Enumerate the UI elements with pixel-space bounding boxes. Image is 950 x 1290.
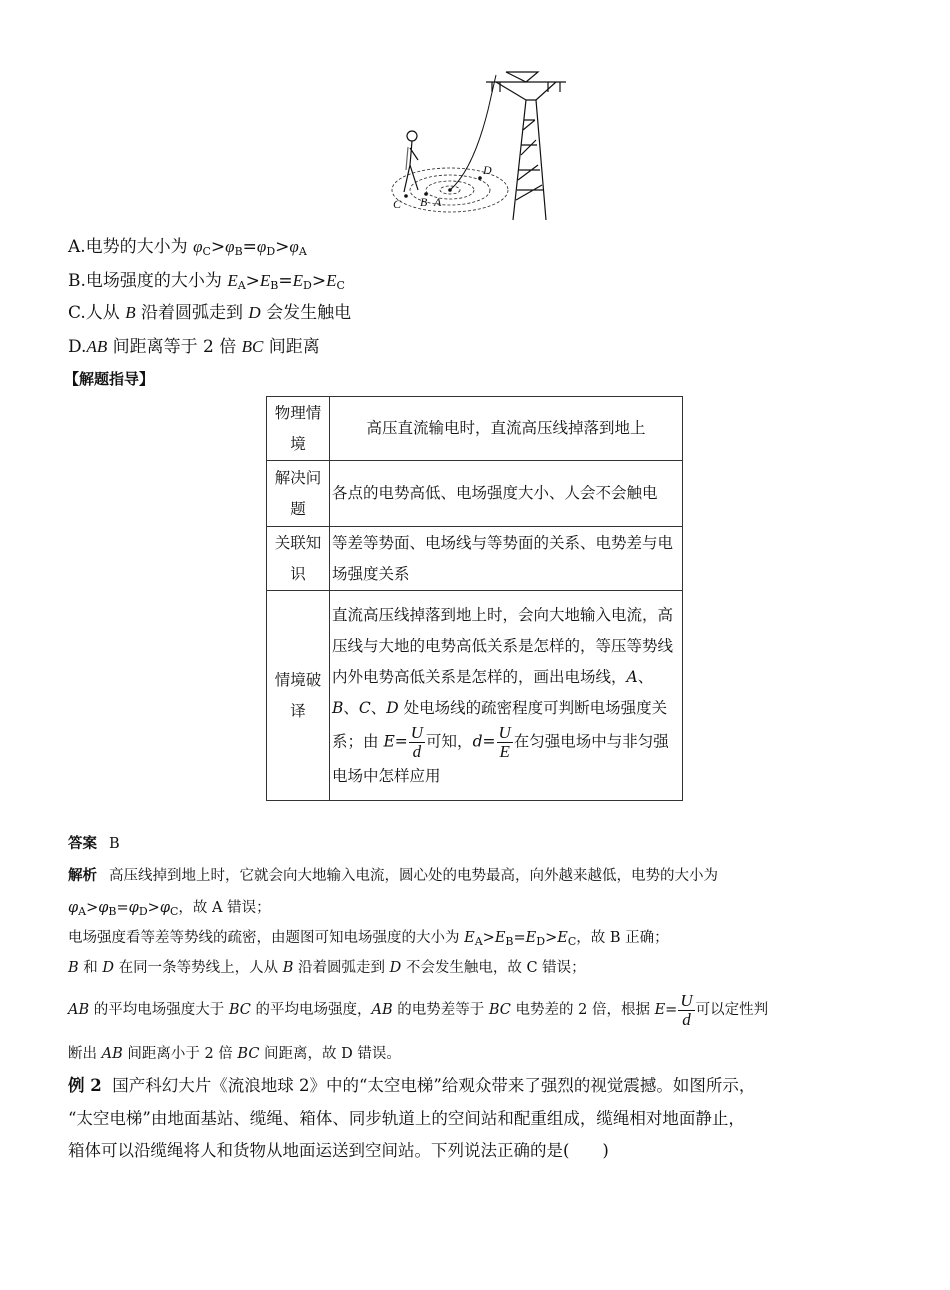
option-b xyxy=(68,270,345,292)
table-row xyxy=(267,527,683,591)
phi-symbol: φ xyxy=(193,237,203,256)
var: B xyxy=(68,960,79,976)
sub: C xyxy=(336,279,345,292)
text: 在匀强电场中与非匀强电场中怎样应用 xyxy=(332,732,669,785)
var: E xyxy=(464,930,475,946)
text: D. xyxy=(68,337,87,357)
row-key: 解决问题 xyxy=(267,461,330,527)
text: “太空电梯”由地面基站、缆绳、箱体、同步轨道上的空间站和配重组成，缆绳相对地面静止， xyxy=(68,1109,745,1128)
row-value: 等差等势面、电场线与等势面的关系、电势差与电场强度关系 xyxy=(330,527,683,591)
fraction-u-over-d xyxy=(409,724,425,761)
option-b-prefix: B.电场强度的大小为 xyxy=(68,271,228,291)
text: 箱体可以沿缆绳将人和货物从地面运送到空间站。下列说法正确的是( ) xyxy=(68,1141,609,1160)
analysis-line-6 xyxy=(68,1044,401,1064)
phi-symbol: φ xyxy=(256,237,267,256)
analysis-line-4 xyxy=(68,958,586,978)
text: = xyxy=(394,732,408,750)
text: 和 xyxy=(78,960,103,976)
text: 间距离 xyxy=(263,337,320,357)
fraction-u-over-e xyxy=(497,724,513,761)
var: BC xyxy=(228,1002,251,1018)
sub: B xyxy=(270,279,279,292)
option-a xyxy=(68,236,307,258)
analysis-line-5 xyxy=(68,990,768,1030)
op: > xyxy=(275,237,290,257)
sub: C xyxy=(202,245,211,258)
num: U xyxy=(498,722,511,742)
op: = xyxy=(665,1002,678,1018)
guide-table xyxy=(266,396,683,801)
sub: A xyxy=(237,279,246,292)
point-d-marker xyxy=(478,176,482,180)
text: 电场强度看等差等势线的疏密，由题图可知电场强度的大小为 xyxy=(68,930,465,946)
text: 间距离小于 2 倍 xyxy=(122,1046,238,1062)
tower-icon xyxy=(486,72,566,220)
text: ，故 B 正确； xyxy=(576,930,669,946)
op: > xyxy=(482,930,495,946)
option-d xyxy=(68,336,320,358)
text: 处电场线的疏密程度可判断电场强度关系；由 xyxy=(332,698,668,750)
analysis-line-3 xyxy=(68,928,669,948)
sub: A xyxy=(298,245,307,258)
var: E xyxy=(557,930,568,946)
row-value xyxy=(330,591,683,801)
analysis-line-1 xyxy=(68,866,718,886)
row-value: 各点的电势高低、电场强度大小、人会不会触电 xyxy=(330,461,683,527)
op: = xyxy=(116,900,129,916)
power-line-figure xyxy=(388,70,568,220)
num: U xyxy=(680,990,693,1010)
text: 会发生触电 xyxy=(260,303,352,323)
text: 间距离等于 2 倍 xyxy=(107,337,242,357)
var: AB xyxy=(86,337,108,356)
phi-symbol: φ xyxy=(225,237,235,256)
var: D xyxy=(389,960,402,976)
sub: A xyxy=(474,935,483,948)
var: C xyxy=(358,698,371,717)
text: = xyxy=(482,732,496,750)
text: 、 xyxy=(637,667,654,686)
op: > xyxy=(210,237,226,257)
sub: C xyxy=(169,905,179,918)
phi-symbol: φ xyxy=(289,237,299,256)
text: 国产科幻大片《流浪地球 2》中的“太空电梯”给观众带来了强烈的视觉震撼。如图所示， xyxy=(112,1076,756,1095)
sub: B xyxy=(108,905,117,918)
sub: D xyxy=(138,905,148,918)
var: D xyxy=(102,960,115,976)
label-c: C xyxy=(393,197,402,211)
example-line-3 xyxy=(68,1140,609,1162)
var: B xyxy=(332,698,344,717)
var: D xyxy=(248,303,261,322)
var: B xyxy=(125,303,136,322)
var: d xyxy=(472,732,483,750)
var: D xyxy=(386,698,399,717)
op: = xyxy=(513,930,526,946)
text: 电势差的 2 倍，根据 xyxy=(510,1002,655,1018)
op: > xyxy=(245,271,260,291)
num: U xyxy=(410,722,424,742)
var: E xyxy=(525,930,537,946)
op: = xyxy=(278,271,293,291)
var: AB xyxy=(68,1002,90,1018)
var: φ xyxy=(68,900,79,916)
text: 、 xyxy=(343,698,359,717)
example-line-1 xyxy=(68,1075,755,1097)
op: > xyxy=(147,900,160,916)
var: AB xyxy=(101,1046,123,1062)
analysis-line-2 xyxy=(68,898,271,918)
table-row xyxy=(267,397,683,461)
sub: C xyxy=(567,935,577,948)
answer-label: 答案 xyxy=(68,836,97,852)
option-a-prefix: A.电势的大小为 xyxy=(68,237,194,257)
text: C.人从 xyxy=(68,303,126,323)
text: 沿着圆弧走到 xyxy=(293,960,390,976)
text: 可以定性判 xyxy=(695,1002,769,1018)
text: 在同一条等势线上，人从 xyxy=(114,960,283,976)
sub: B xyxy=(505,935,514,948)
option-c xyxy=(68,302,351,324)
var: AB xyxy=(371,1002,393,1018)
var: E xyxy=(383,732,395,750)
table-row xyxy=(267,591,683,801)
var: BC xyxy=(237,1046,260,1062)
text: 断出 xyxy=(68,1046,102,1062)
op: > xyxy=(311,271,327,291)
den: d xyxy=(412,741,422,761)
text: 直流高压线掉落到地上时，会向大地输入电流，高压线与大地的电势高低关系是怎样的，等压等势线内外电势高低关系是怎样的，画出电场线， xyxy=(332,605,674,686)
sub: A xyxy=(78,905,87,918)
answer-line xyxy=(68,834,120,854)
op: = xyxy=(242,237,257,257)
text: ，故 A 错误； xyxy=(178,900,271,916)
analysis-label: 解析 xyxy=(68,868,97,884)
var: E xyxy=(654,1002,666,1018)
op: > xyxy=(545,930,558,946)
var: BC xyxy=(241,337,264,356)
var: A xyxy=(626,667,638,686)
row-key: 物理情境 xyxy=(267,397,330,461)
point-c-marker xyxy=(404,194,408,198)
fraction-u-over-d xyxy=(678,992,694,1029)
text: 的电势差等于 xyxy=(392,1002,489,1018)
example-line-2 xyxy=(68,1108,745,1130)
var: φ xyxy=(128,900,139,916)
example-label: 例 2 xyxy=(68,1076,102,1095)
den: E xyxy=(499,741,510,761)
text: 高压线掉到地上时，它就会向大地输入电流，圆心处的电势最高，向外越来越低，电势的大小为 xyxy=(109,868,718,884)
var: φ xyxy=(98,900,109,916)
var: BC xyxy=(488,1002,511,1018)
label-b: B xyxy=(420,195,428,209)
text: 的平均电场强度， xyxy=(250,1002,372,1018)
text: 间距离，故 D 错误。 xyxy=(259,1046,401,1062)
answer-value: B xyxy=(109,836,120,852)
var: E xyxy=(494,930,506,946)
label-a: A xyxy=(434,195,442,209)
sub: B xyxy=(234,245,243,258)
den: d xyxy=(682,1009,691,1029)
point-a-marker xyxy=(448,188,452,192)
row-value: 高压直流输电时，直流高压线掉落到地上 xyxy=(330,397,683,461)
e-symbol: E xyxy=(326,271,337,290)
table-row xyxy=(267,461,683,527)
e-symbol: E xyxy=(259,271,271,290)
op: > xyxy=(86,900,99,916)
var: B xyxy=(282,960,294,976)
text: 不会发生触电，故 C 错误； xyxy=(401,960,586,976)
sub: D xyxy=(303,279,312,292)
text: 的平均电场强度大于 xyxy=(89,1002,229,1018)
row-key: 关联知识 xyxy=(267,527,330,591)
e-symbol: E xyxy=(292,271,304,290)
sub: D xyxy=(536,935,546,948)
var: φ xyxy=(159,900,170,916)
label-d: D xyxy=(483,163,492,177)
sub: D xyxy=(266,245,276,258)
row-key: 情境破译 xyxy=(267,591,330,801)
e-symbol: E xyxy=(227,271,238,290)
guide-heading: 【解题指导】 xyxy=(64,370,155,388)
text: 可知， xyxy=(426,732,473,750)
text: 沿着圆弧走到 xyxy=(135,303,249,323)
text: 、 xyxy=(370,698,387,717)
person-icon xyxy=(404,131,418,192)
